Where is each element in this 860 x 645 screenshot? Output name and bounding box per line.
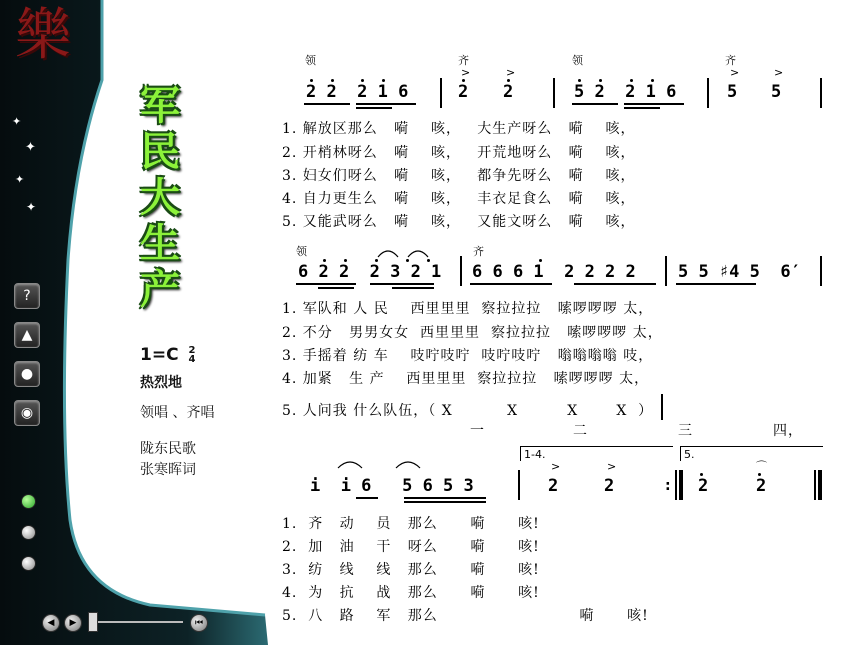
up-button[interactable]: [14, 322, 40, 348]
octave-dot: [382, 79, 385, 82]
triangle-up-icon: ▲: [21, 327, 33, 343]
octave-dot: [331, 79, 334, 82]
bar-line: [820, 78, 822, 108]
lyric-line: 5. 人问我 什么队伍，（ X X X X ）: [282, 403, 654, 419]
slur-arcs: [376, 245, 436, 259]
octave-dot: [700, 473, 703, 476]
bar-line: [553, 78, 555, 108]
octave-dot: [507, 79, 510, 82]
tempo-label: 热烈地: [140, 375, 182, 391]
lyric-line: 4. 加紧 生 产 西里里里 察拉拉拉 嗦啰啰啰 太，: [282, 371, 650, 387]
bar-line: [675, 470, 677, 500]
beam: [318, 287, 354, 289]
note-group: 2: [458, 82, 469, 102]
beam: [356, 107, 392, 109]
note-group: 2: [756, 476, 767, 496]
beam: [370, 283, 434, 285]
note-group: 5: [771, 82, 782, 102]
question-icon: ?: [23, 288, 31, 304]
beam: [392, 287, 434, 289]
bar-line: [518, 470, 520, 500]
beam: [356, 497, 378, 499]
part-label: 齐: [473, 245, 484, 258]
beam: [676, 283, 756, 285]
octave-dot: [323, 259, 326, 262]
song-title-char: 民: [140, 129, 180, 175]
bar-line: [665, 256, 667, 286]
status-dot-active[interactable]: [21, 494, 36, 509]
count-label: 四，: [773, 423, 803, 439]
progress-handle[interactable]: [88, 612, 98, 632]
lyric-line: 1. 齐 动 员 那么 嗬 咳!: [282, 516, 540, 532]
octave-dot: [462, 79, 465, 82]
octave-dot: [427, 259, 430, 262]
note-group: i i 6 5 6 5 3: [310, 476, 474, 496]
lyric-line: 3. 纺 线 线 那么 嗬 咳!: [282, 562, 540, 578]
lyric-line: 2. 加 油 干 呀么 嗬 咳!: [282, 539, 540, 555]
bar-line: [820, 256, 822, 286]
octave-dot: [599, 79, 602, 82]
circle-dot-icon: ●: [20, 366, 34, 382]
beam: [296, 283, 356, 285]
lyric-line: 3. 妇女们呀么 嗬 咳， 都争先呀么 嗬 咳，: [282, 168, 636, 184]
lyricist-label: 张寒晖词: [140, 462, 196, 478]
lyric-line: 3. 手摇着 纺 车 吱咛吱咛 吱咛吱咛 嗡嗡嗡嗡 吱，: [282, 348, 654, 364]
rewind-icon: ◀: [47, 618, 55, 628]
octave-dot: [630, 79, 633, 82]
sparkle-icon: ✦: [26, 200, 37, 214]
song-title-char: 生: [140, 221, 180, 267]
song-title-char: 大: [140, 175, 180, 221]
final-bar-line: [818, 470, 822, 500]
record-button[interactable]: [14, 361, 40, 387]
lyric-line: 5. 八 路 军 那么 嗬 咳!: [282, 608, 649, 624]
bar-line: [661, 394, 663, 420]
note-group: 6 6 6 1 2 2 2 2: [472, 262, 636, 282]
note-group: 2: [548, 476, 559, 496]
beam: [572, 103, 618, 105]
lyric-line: 1. 军队和 人 民 西里里里 察拉拉拉 嗦啰啰啰 太，: [282, 301, 654, 317]
skip-back-button[interactable]: [190, 614, 208, 632]
ending-bracket-2: [680, 446, 823, 461]
bar-line: [679, 470, 683, 500]
mode-label: 领唱 、齐唱: [140, 405, 215, 421]
accent-mark: >: [607, 460, 617, 473]
bar-line: [707, 78, 709, 108]
fermata-mark: ⌒: [756, 460, 767, 473]
note-group: 6 2 2 2 3 2 1: [298, 262, 442, 282]
beam: [624, 103, 684, 105]
bar-line: [814, 470, 816, 500]
octave-dot: [310, 79, 313, 82]
play-icon: ▶: [69, 618, 77, 628]
part-label: 领: [296, 245, 307, 258]
octave-dot: [578, 79, 581, 82]
beam: [356, 103, 416, 105]
ending-label: 1-4.: [524, 448, 546, 461]
skip-back-icon: ⏮: [194, 618, 204, 628]
accent-mark: >: [461, 66, 471, 79]
help-button[interactable]: [14, 283, 40, 309]
accent-mark: >: [551, 460, 561, 473]
time-signature-bottom: 4: [188, 354, 196, 365]
beam: [404, 497, 486, 499]
part-label: 领: [305, 54, 316, 67]
rewind-button[interactable]: [42, 614, 60, 632]
repeat-sign: :: [665, 478, 671, 494]
lyric-line: 5. 又能武呀么 嗬 咳， 又能文呀么 嗬 咳，: [282, 214, 636, 230]
app-logo: 樂: [15, 3, 71, 68]
octave-dot: [758, 473, 761, 476]
beam: [470, 283, 552, 285]
sparkle-icon: ✦: [25, 140, 36, 155]
beam: [574, 283, 656, 285]
source-label: 陇东民歌: [140, 441, 196, 457]
sparkle-icon: ✦: [12, 115, 22, 128]
ring-icon: ◉: [20, 405, 34, 421]
note-group: 5 2 2 1 6: [574, 82, 677, 102]
beam: [624, 107, 660, 109]
note-group: 2: [503, 82, 514, 102]
octave-dot: [406, 259, 409, 262]
part-label: 齐: [725, 54, 736, 67]
part-label: 齐: [458, 54, 469, 67]
song-title-char: 军: [140, 83, 180, 129]
accent-mark: >: [506, 66, 516, 79]
ending-label: 5.: [684, 448, 695, 461]
octave-dot: [651, 79, 654, 82]
note-group: 2: [698, 476, 709, 496]
note-group: 2 2 2 1 6: [306, 82, 409, 102]
octave-dot: [375, 259, 378, 262]
part-label: 领: [572, 54, 583, 67]
lyric-line: 1. 解放区那么 嗬 咳， 大生产呀么 嗬 咳，: [282, 121, 636, 137]
status-dot[interactable]: [21, 556, 36, 571]
status-dot[interactable]: [21, 525, 36, 540]
song-title-char: 产: [140, 267, 180, 313]
progress-track[interactable]: [88, 621, 183, 623]
count-label: 三: [678, 423, 693, 439]
target-button[interactable]: [14, 400, 40, 426]
note-group: 5: [727, 82, 738, 102]
play-button[interactable]: [64, 614, 82, 632]
octave-dot: [344, 259, 347, 262]
lyric-line: 2. 不分 男男女女 西里里里 察拉拉拉 嗦啰啰啰 太，: [282, 325, 663, 341]
count-label: 二: [573, 423, 588, 439]
bar-line: [460, 256, 462, 286]
count-label: 一: [470, 423, 485, 439]
note-group: 5 5 ♯4 5 6′: [678, 262, 801, 282]
lyric-line: 2. 开梢林呀么 嗬 咳， 开荒地呀么 嗬 咳，: [282, 145, 636, 161]
accent-mark: >: [730, 66, 740, 79]
octave-dot: [361, 79, 364, 82]
octave-dot: [539, 259, 542, 262]
accent-mark: >: [774, 66, 784, 79]
beam: [304, 103, 350, 105]
lyric-line: 4. 自力更生么 嗬 咳， 丰衣足食么 嗬 咳，: [282, 191, 636, 207]
slur-arcs: [336, 456, 426, 470]
bar-line: [440, 78, 442, 108]
sparkle-icon: ✦: [15, 173, 25, 186]
lyric-line: 4. 为 抗 战 那么 嗬 咳!: [282, 585, 540, 601]
key-signature: 1=C 2 4: [140, 345, 196, 365]
beam: [404, 501, 486, 503]
note-group: 2: [604, 476, 615, 496]
time-signature-top: 2: [188, 345, 196, 356]
